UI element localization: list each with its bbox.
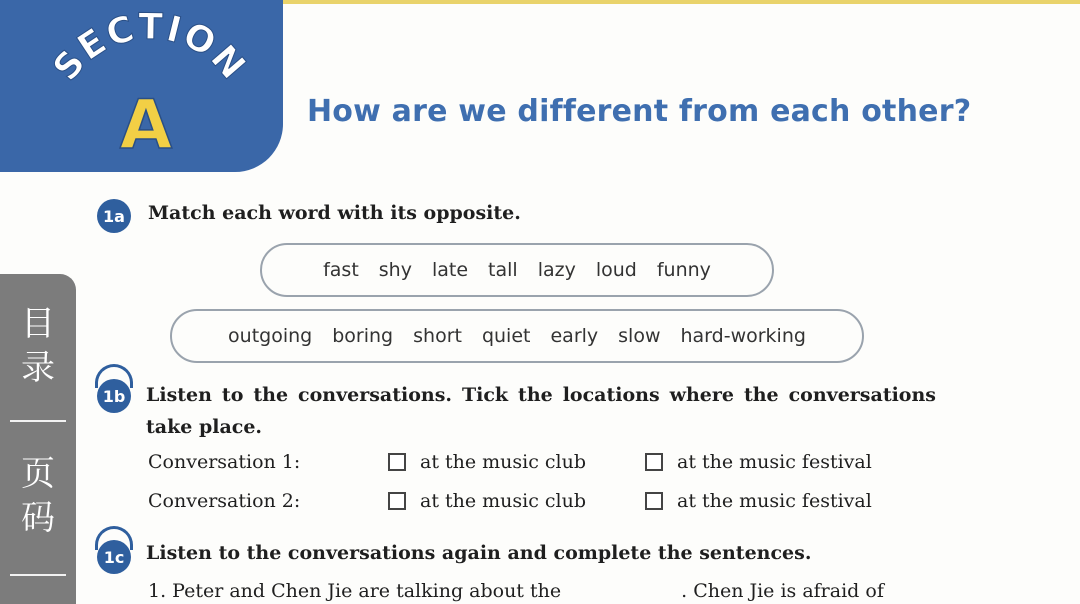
checkbox[interactable] xyxy=(388,453,406,471)
activity-badge-1a: 1a xyxy=(97,199,131,233)
option-label: at the music club xyxy=(420,490,587,512)
instruction-1c: Listen to the conversations again and complete the sentences. xyxy=(146,542,812,564)
contents-label: 目录 xyxy=(21,304,55,388)
word-item: funny xyxy=(656,259,711,281)
word-item: loud xyxy=(595,259,637,281)
section-banner xyxy=(0,0,283,172)
section-label: SECTION xyxy=(45,6,255,89)
svg-text:SECTION xyxy=(46,7,255,89)
word-item: outgoing xyxy=(228,325,313,347)
sentence-1 xyxy=(148,580,884,602)
option-label: at the music club xyxy=(420,451,587,473)
word-item: early xyxy=(550,325,599,347)
checkbox[interactable] xyxy=(645,492,663,510)
option-label: at the music festival xyxy=(677,490,872,512)
activity-badge-1c: 1c xyxy=(97,540,131,574)
section-badge-graphic xyxy=(0,0,283,172)
instruction-1a: Match each word with its opposite. xyxy=(148,202,521,224)
word-item: tall xyxy=(488,259,518,281)
section-letter: A xyxy=(119,86,173,165)
contents-button[interactable] xyxy=(0,302,76,390)
word-box-bottom xyxy=(170,309,864,363)
option-music-festival[interactable] xyxy=(645,451,872,473)
word-item: fast xyxy=(323,259,359,281)
instruction-1b: Listen to the conversations. Tick the locations where the conversations take place. xyxy=(146,384,936,438)
divider xyxy=(10,574,66,576)
option-label: at the music festival xyxy=(677,451,872,473)
word-item: slow xyxy=(618,325,661,347)
activity-badge-1b: 1b xyxy=(97,379,131,413)
word-item: hard-working xyxy=(680,325,806,347)
word-item: quiet xyxy=(481,325,531,347)
word-box-top xyxy=(260,243,774,297)
conversation-label: Conversation 1: xyxy=(148,451,301,473)
word-item: lazy xyxy=(537,259,576,281)
option-music-club[interactable] xyxy=(388,490,586,512)
page-title: How are we different from each other? xyxy=(307,94,972,129)
word-item: boring xyxy=(332,325,394,347)
word-item: short xyxy=(413,325,462,347)
checkbox[interactable] xyxy=(645,453,663,471)
conversation-label: Conversation 2: xyxy=(148,490,301,512)
checkbox[interactable] xyxy=(388,492,406,510)
option-music-club[interactable] xyxy=(388,451,586,473)
divider xyxy=(10,420,66,422)
sentence-text: 1. Peter and Chen Jie are talking about the xyxy=(148,580,562,602)
word-item: shy xyxy=(378,259,412,281)
sentence-text: . Chen Jie is afraid of xyxy=(681,580,884,602)
word-item: late xyxy=(431,259,469,281)
side-nav-tab xyxy=(0,274,76,604)
option-music-festival[interactable] xyxy=(645,490,872,512)
page-number-button[interactable] xyxy=(0,452,76,540)
page-label: 页码 xyxy=(21,454,55,538)
